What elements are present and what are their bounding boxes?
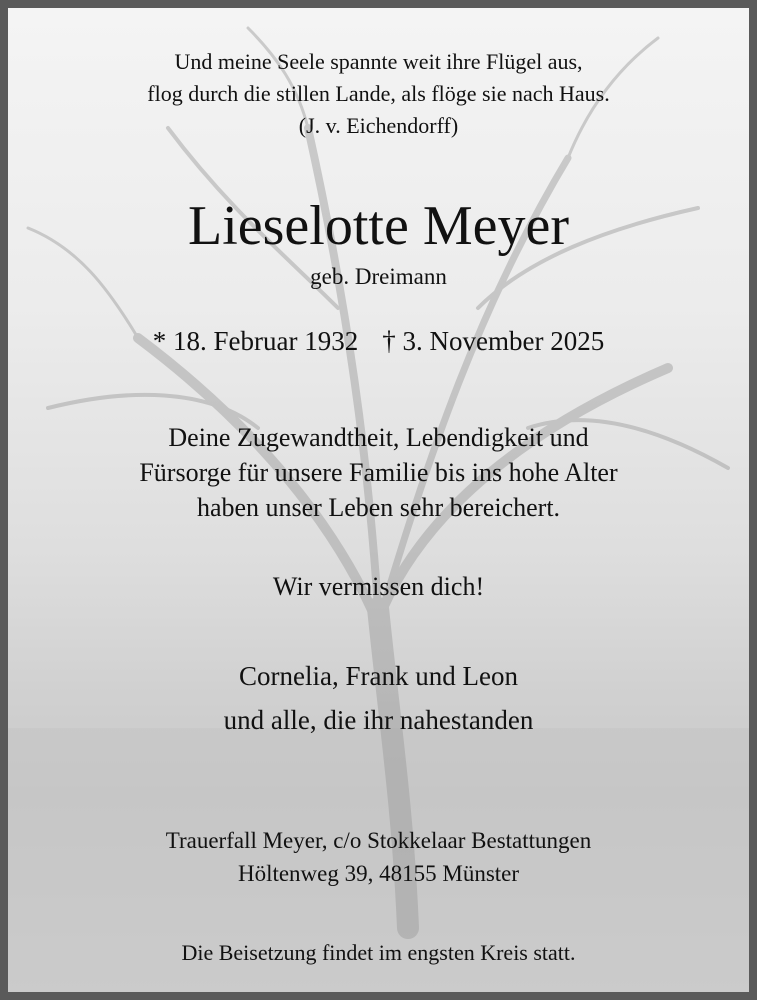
contact-address — [8, 824, 749, 890]
missed-text: Wir vermissen dich! — [272, 572, 485, 601]
mourners — [8, 654, 749, 742]
life-dates — [8, 326, 749, 357]
tribute-text — [8, 420, 749, 525]
tribute-line: Deine Zugewandtheit, Lebendigkeit und — [168, 423, 589, 452]
mourner-others: und alle, die ihr nahestanden — [223, 705, 534, 735]
birth-name: geb. Dreimann — [310, 264, 447, 289]
quote-line: Und meine Seele spannte weit ihre Flügel aus, — [174, 49, 583, 74]
death-date: † 3. November 2025 — [382, 326, 605, 356]
quote-line: flog durch die stillen Lande, als flöge sie nach Haus. — [147, 81, 610, 106]
obituary-card — [8, 8, 749, 992]
mourner-names: Cornelia, Frank und Leon — [239, 661, 518, 691]
tribute-line: haben unser Leben sehr bereichert. — [196, 493, 561, 522]
address-line: Höltenweg 39, 48155 Münster — [237, 861, 520, 886]
birth-date: * 18. Februar 1932 — [152, 326, 359, 356]
deceased-name: Lieselotte Meyer — [188, 195, 569, 257]
burial-note: Die Beisetzung findet im engsten Kreis statt. — [181, 940, 576, 965]
tribute-line: Fürsorge für unsere Familie bis ins hohe Alter — [139, 458, 618, 487]
address-line: Trauerfall Meyer, c/o Stokkelaar Bestattungen — [165, 828, 592, 853]
poem-quote — [8, 46, 749, 142]
quote-author: (J. v. Eichendorff) — [298, 113, 459, 138]
